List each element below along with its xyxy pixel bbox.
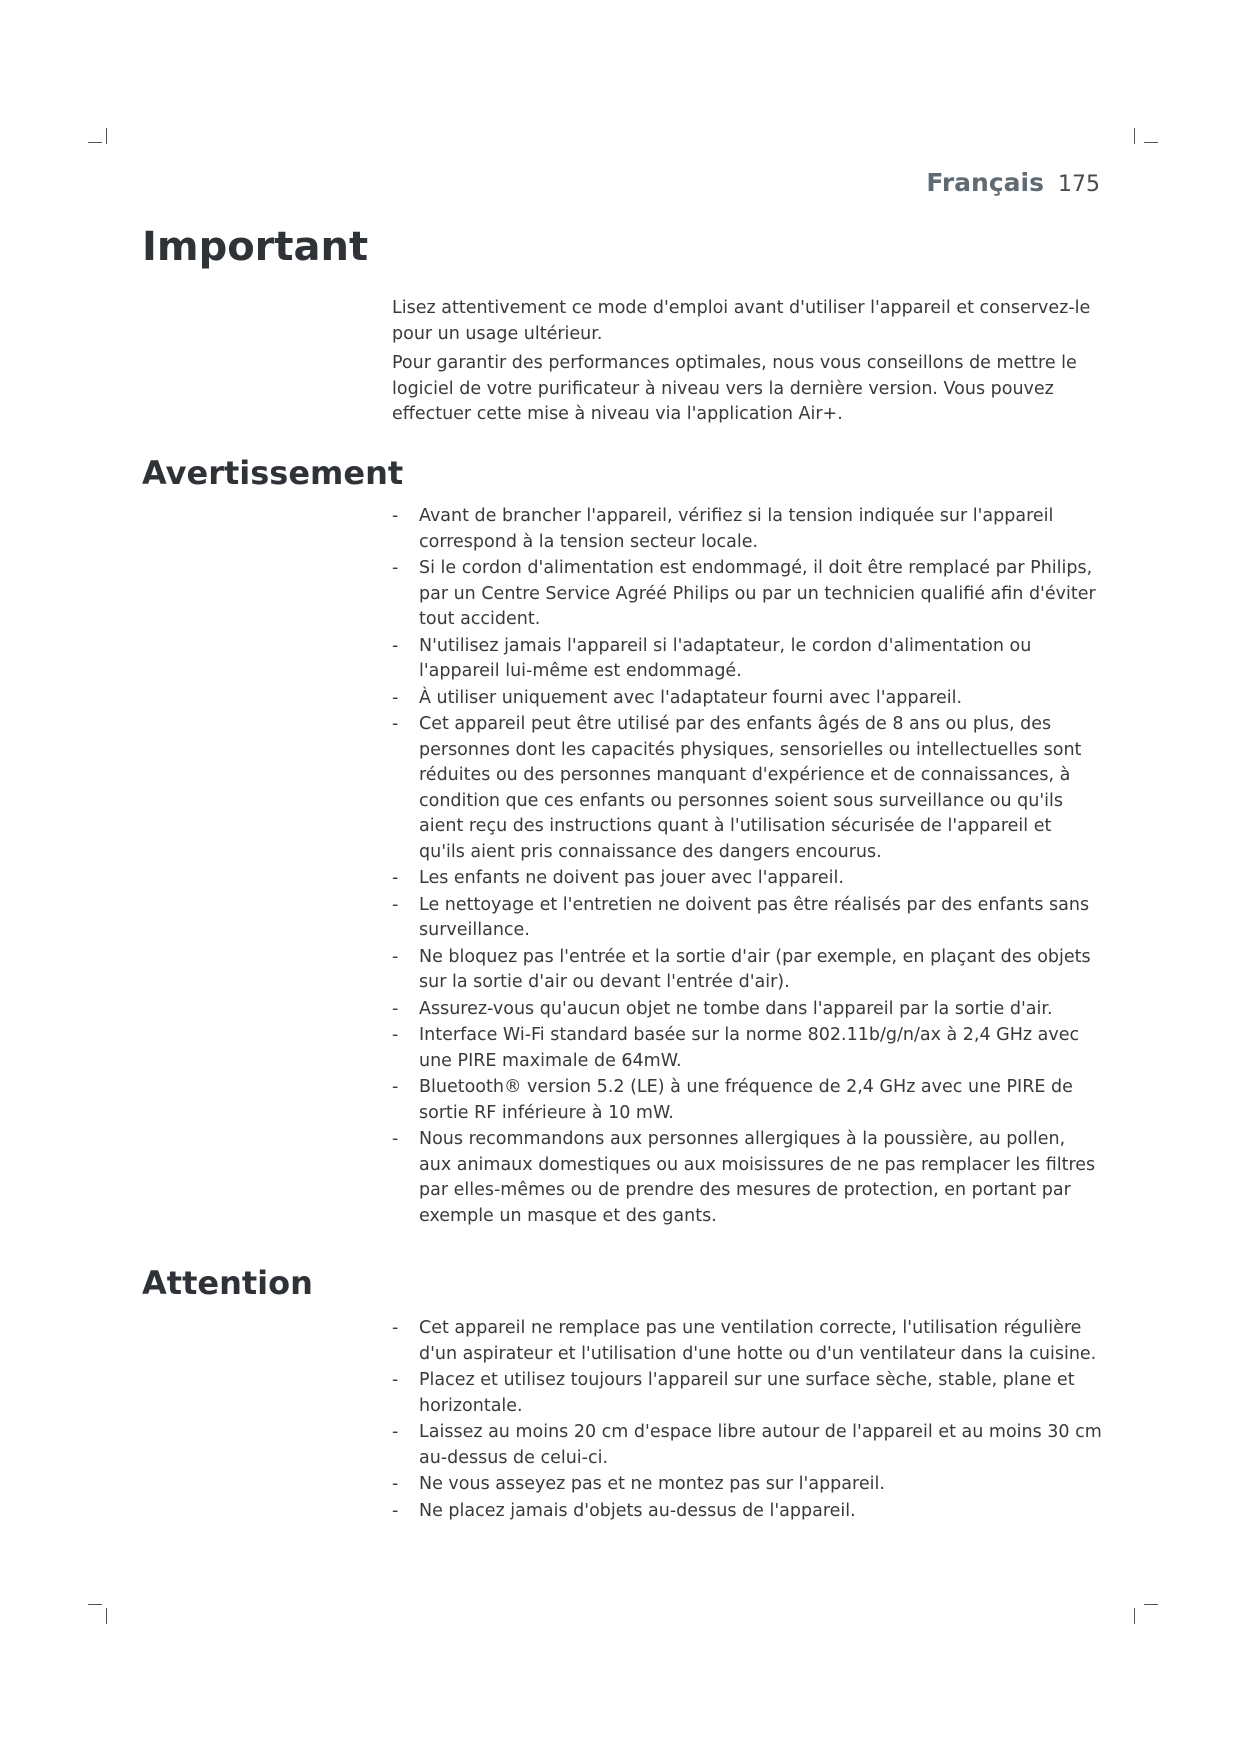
attention-body [392,1316,1102,1525]
important-paragraph: Pour garantir des performances optimales, nous vous conseillons de mettre le logiciel de votre purificateur à niveau vers la dernière version. Vous pouvez effectuer cette mise à niveau via l'application Air+. [392,353,1077,424]
list-item: - Les enfants ne doivent pas jouer avec l'appareil. [392,868,844,888]
crop-mark [1134,128,1135,144]
header-language: Français [926,168,1044,197]
section-title-avertissement: Avertissement [142,454,404,492]
crop-mark [1144,1604,1158,1605]
crop-mark [1134,1608,1135,1624]
list-item: - Laissez au moins 20 cm d'espace libre autour de l'appareil et au moins 30 cm au-dessus de celui-ci. [392,1422,1102,1468]
list-item: - Cet appareil peut être utilisé par des enfants âgés de 8 ans ou plus, des personnes dont les capacités physiques, sensorielles ou intellectuelles sont réduites ou des personnes manquant d'expérience et de connaissances, à condition que ces enfants ou personnes soient sous surveillance ou qu'ils aient reçu des instructions quant à l'utilisation sécurisée de l'appareil et qu'ils aient pris connaissance des dangers encourus. [392,714,1082,862]
list-item: - Nous recommandons aux personnes allergiques à la poussière, au pollen, aux animaux domestiques ou aux moisissures de ne pas remplacer les filtres par elles-mêmes ou de prendre des mesures de protection, en portant par exemple un masque et des gants. [392,1129,1096,1226]
important-body [392,296,1102,432]
attention-list [392,1316,1102,1524]
list-item: - Cet appareil ne remplace pas une ventilation correcte, l'utilisation régulière d'un aspirateur et l'utilisation d'une hotte ou d'un ventilateur dans la cuisine. [392,1318,1097,1364]
list-item: - Ne bloquez pas l'entrée et la sortie d'air (par exemple, en plaçant des objets sur la sortie d'air ou devant l'entrée d'air). [392,946,1091,992]
crop-mark [88,142,102,143]
list-item: - Bluetooth® version 5.2 (LE) à une fréquence de 2,4 GHz avec une PIRE de sortie RF inférieure à 10 mW. [392,1077,1073,1123]
list-item: - Le nettoyage et l'entretien ne doivent pas être réalisés par des enfants sans surveillance. [392,894,1090,940]
avertissement-list [392,504,1102,1229]
running-header [926,168,1100,197]
avertissement-body [392,504,1102,1230]
important-paragraph: Lisez attentivement ce mode d'emploi avant d'utiliser l'appareil et conservez-le pour un usage ultérieur. [392,298,1091,344]
list-item: - Placez et utilisez toujours l'appareil sur une surface sèche, stable, plane et horizontale. [392,1370,1075,1416]
crop-mark [106,1608,107,1624]
list-item: - Assurez-vous qu'aucun objet ne tombe dans l'appareil par la sortie d'air. [392,998,1053,1019]
list-item: - À utiliser uniquement avec l'adaptateur fourni avec l'appareil. [392,687,963,708]
section-title-attention: Attention [142,1264,313,1302]
list-item: - Ne placez jamais d'objets au-dessus de l'appareil. [392,1500,856,1521]
crop-mark [1144,142,1158,143]
crop-mark [88,1604,102,1605]
list-item: - N'utilisez jamais l'appareil si l'adaptateur, le cordon d'alimentation ou l'appareil lui-même est endommagé. [392,635,1032,681]
list-item: - Si le cordon d'alimentation est endommagé, il doit être remplacé par Philips, par un Centre Service Agréé Philips ou par un technicien qualifié afin d'éviter tout accident. [392,558,1096,629]
list-item: - Interface Wi-Fi standard basée sur la norme 802.11b/g/n/ax à 2,4 GHz avec une PIRE maximale de 64mW. [392,1025,1080,1071]
list-item: - Ne vous asseyez pas et ne montez pas sur l'appareil. [392,1474,885,1494]
section-title-important: Important [142,224,369,270]
page-number: 175 [1058,172,1100,197]
list-item: - Avant de brancher l'appareil, vérifiez si la tension indiquée sur l'appareil correspond à la tension secteur locale. [392,506,1054,552]
crop-mark [106,128,107,144]
